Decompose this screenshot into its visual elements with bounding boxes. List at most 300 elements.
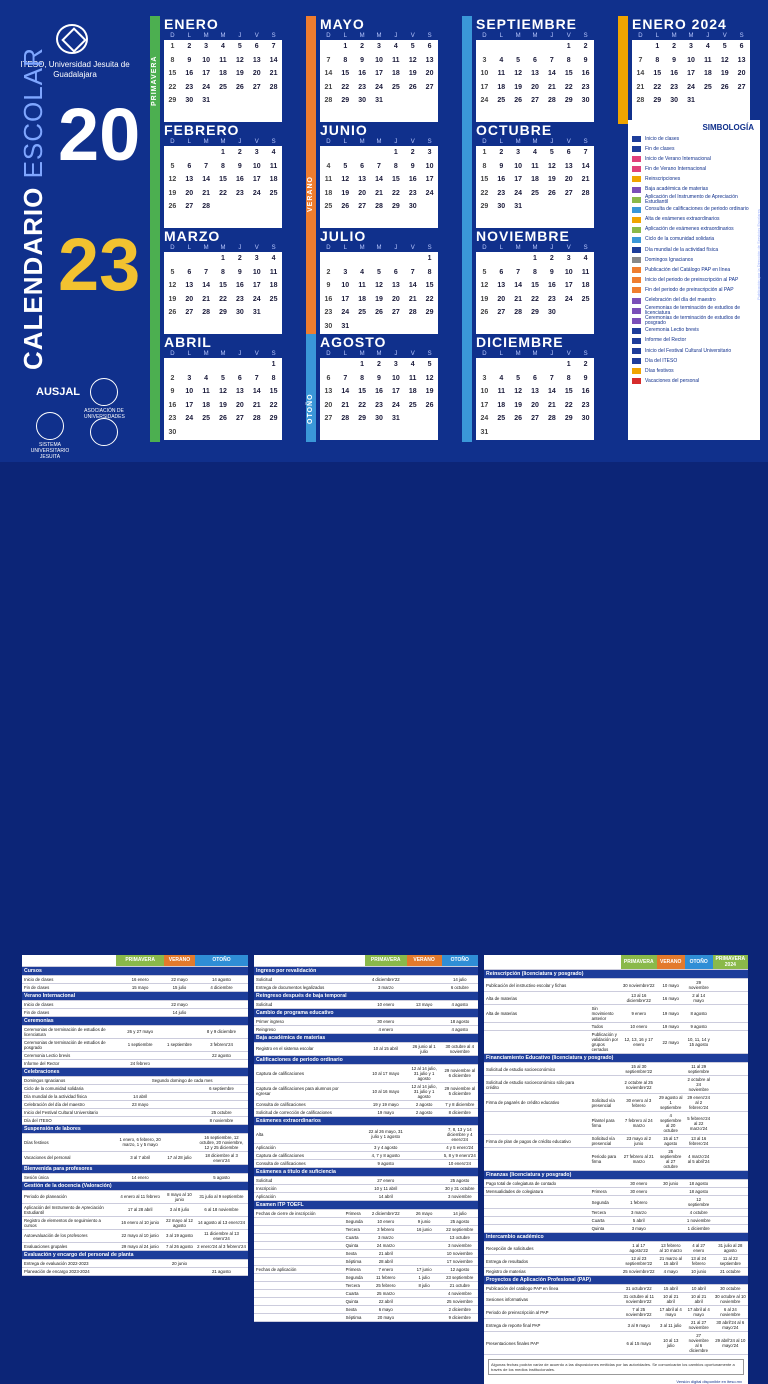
day-cell: 30	[185, 97, 194, 105]
day-cell: 2	[583, 361, 588, 369]
day-grid	[632, 40, 750, 122]
row-value: 30 enero	[621, 1180, 657, 1188]
row-detail: Tercera	[344, 1225, 365, 1233]
day-cell: 8	[221, 162, 225, 170]
day-cell: 18	[703, 70, 712, 78]
row-label: Alta de materias	[484, 1005, 590, 1023]
day-cell: 19	[408, 70, 417, 78]
row-value: 3 mayo	[621, 1225, 657, 1233]
day-cell: 16	[497, 176, 506, 184]
day-cell: 25	[581, 295, 590, 303]
day-cell: 6	[237, 374, 242, 382]
empty-cell	[164, 358, 181, 372]
row-value: 4 y 5 enero'24	[442, 1143, 478, 1151]
empty-cell	[181, 146, 198, 160]
day-cell: 30	[168, 428, 177, 436]
weekday-header	[320, 33, 438, 39]
day-cell: 27	[185, 309, 194, 317]
row-value: 8 y 9 diciembre	[195, 1025, 248, 1038]
legend-swatch-icon	[632, 156, 641, 162]
weekday-label: D	[326, 33, 331, 39]
row-value: 10 enero	[621, 1023, 657, 1031]
row-value	[407, 1241, 442, 1249]
row-value: 10 al 16 mayo	[365, 1082, 407, 1100]
table-row	[254, 1281, 478, 1289]
day-cell: 3	[482, 374, 487, 382]
row-value	[713, 1180, 748, 1188]
day-cell: 22	[341, 83, 350, 91]
row-value	[407, 1125, 442, 1143]
row-value: 30 enero	[621, 1188, 657, 1196]
row-label	[254, 1257, 344, 1265]
day-cell: 29	[269, 415, 278, 423]
legend-swatch-icon	[632, 187, 641, 193]
day-cell: 2	[170, 374, 175, 382]
day-grid	[320, 252, 438, 334]
day-cell: 1	[271, 361, 276, 369]
day-cell: 27	[324, 415, 333, 423]
day-cell: 24	[391, 401, 400, 409]
row-value: 30 enero	[365, 1017, 407, 1025]
day-cell: 28	[375, 203, 383, 211]
day-cell: 6	[393, 268, 398, 276]
day-cell: 19	[168, 295, 177, 303]
row-value: 21 marzo al 15 abril	[657, 1255, 685, 1268]
section-header: Proyectos de Aplicación Profesional (PAP)	[484, 1276, 748, 1285]
day-cell: 7	[204, 162, 209, 170]
day-cell: 8	[533, 268, 537, 276]
day-cell: 14	[375, 176, 383, 184]
day-cell: 9	[237, 162, 242, 170]
row-value: 3 y 4 agosto	[365, 1143, 407, 1151]
row-value: 25 febrero	[365, 1281, 407, 1289]
day-cell: 6	[499, 268, 504, 276]
table-row	[22, 1164, 248, 1173]
legend-label: Alta de exámenes extraordinarios	[645, 216, 720, 223]
month-title: OCTUBRE	[476, 122, 553, 138]
month-title: JULIO	[320, 228, 367, 244]
day-cell: 8	[393, 162, 398, 170]
table-row	[484, 1094, 748, 1112]
day-cell: 16	[185, 70, 194, 78]
day-cell: 18	[408, 388, 417, 396]
day-grid	[164, 146, 282, 228]
row-label	[254, 1281, 344, 1289]
row-label: Evaluaciones grupales	[22, 1242, 112, 1250]
row-value	[195, 1059, 248, 1067]
row-label	[254, 1233, 344, 1241]
row-label: Entrega de resultados	[484, 1255, 590, 1268]
day-cell: 26	[514, 415, 523, 423]
day-cell: 20	[235, 401, 244, 409]
day-cell: 17	[252, 176, 261, 184]
weekday-label: L	[343, 139, 347, 145]
weekday-label: M	[532, 351, 538, 357]
day-cell: 7	[410, 268, 415, 276]
day-cell: 13	[737, 56, 746, 64]
weekday-label: M	[359, 33, 365, 39]
day-cell: 8	[360, 374, 365, 382]
row-value	[713, 1217, 748, 1225]
row-label	[484, 1225, 590, 1233]
day-cell: 8	[655, 56, 660, 64]
weekday-label: D	[326, 351, 331, 357]
row-value: 11 al 22 septiembre	[713, 1255, 748, 1268]
month-abril	[150, 334, 296, 444]
day-cell: 1	[427, 255, 432, 263]
section-header: Exámenes a título de suficiencia	[254, 1167, 478, 1176]
day-cell: 29	[219, 309, 227, 317]
table-row	[254, 1116, 478, 1125]
row-value: 10 mayo	[657, 979, 685, 992]
day-cell: 12	[235, 56, 244, 64]
row-value: 27 febrero al 21 marzo	[621, 1148, 657, 1171]
row-value: 1 noviembre	[685, 1217, 713, 1225]
weekday-label: J	[238, 351, 242, 357]
table-row	[22, 1124, 248, 1133]
empty-cell	[164, 252, 181, 266]
table-row	[22, 1084, 248, 1092]
weekday-label: J	[238, 245, 242, 251]
table-row	[254, 1108, 478, 1116]
row-label: Periodo de planeación	[22, 1190, 112, 1203]
weekday-label: V	[410, 245, 415, 251]
weekday-label: V	[566, 139, 571, 145]
weekday-header	[476, 139, 594, 145]
row-detail	[590, 1293, 621, 1306]
table-row	[254, 1305, 478, 1313]
row-value: 14 agosto al 13 enero'24	[195, 1216, 248, 1229]
legend-swatch-icon	[632, 207, 641, 213]
day-cell: 10	[480, 388, 489, 396]
row-value: 7 febrero al 24 marzo	[621, 1112, 657, 1135]
table-row	[22, 1173, 248, 1181]
table-row	[484, 1063, 748, 1076]
section-header: Examen ITP TOEFL	[254, 1200, 478, 1209]
row-value: 25 noviembre'22	[621, 1268, 657, 1276]
row-label: Sesiones informativas	[484, 1293, 590, 1306]
row-label: Pago total de colegiatura de contado	[484, 1180, 590, 1188]
day-cell: 19	[514, 83, 523, 91]
row-value	[195, 1259, 248, 1267]
legend-item	[632, 164, 756, 174]
row-value: 6 al 18 noviembre	[195, 1203, 248, 1216]
day-cell: 4	[271, 255, 276, 263]
legend-label: Aplicación del Instrumento de Apreciación Estudiantil	[645, 193, 738, 205]
table-row	[254, 1209, 478, 1217]
row-detail	[344, 983, 365, 991]
row-value: 10 enero	[365, 1000, 407, 1008]
empty-cell	[493, 40, 510, 54]
legend-swatch-icon	[632, 298, 641, 304]
day-cell: 21	[202, 295, 211, 303]
day-cell: 20	[531, 83, 539, 91]
day-cell: 27	[185, 203, 194, 211]
day-grid	[476, 40, 594, 122]
day-cell: 3	[254, 149, 259, 157]
row-value: 13 al 24 febrero	[685, 1255, 713, 1268]
weekday-label: V	[410, 351, 415, 357]
row-detail	[590, 1285, 621, 1293]
legend-label: Ceremonias de terminación de estudios de posgrado	[645, 314, 741, 326]
day-cell: 12	[480, 282, 489, 290]
row-label: Inicio de clases	[22, 1000, 112, 1008]
day-cell: 14	[252, 388, 261, 396]
day-cell: 5	[237, 43, 242, 51]
day-cell: 11	[704, 56, 712, 64]
row-value: 12 al 14 julio, 31 julio y 1 agosto	[407, 1064, 442, 1082]
row-detail: Quinta	[344, 1241, 365, 1249]
day-cell: 6	[254, 43, 259, 51]
weekday-label: D	[170, 245, 175, 251]
weekday-label: S	[427, 139, 432, 145]
day-cell: 1	[566, 43, 571, 51]
empty-cell	[164, 146, 181, 160]
day-cell: 3	[254, 255, 259, 263]
legend-item	[632, 366, 756, 376]
day-cell: 26	[720, 83, 729, 91]
day-cell: 3	[204, 43, 209, 51]
weekday-label: S	[427, 245, 432, 251]
row-value: 12, 13, 16 y 17 enero	[621, 1031, 657, 1054]
row-detail: Periodo para firma	[590, 1148, 621, 1171]
day-cell: 20	[252, 70, 261, 78]
header-cell: OTOÑO	[685, 955, 713, 970]
day-cell: 10	[202, 56, 211, 64]
day-cell: 23	[581, 83, 590, 91]
header-cell: OTOÑO	[442, 955, 478, 966]
weekday-header	[476, 245, 594, 251]
calendar-title: CALENDARIO ESCOLAR	[18, 47, 48, 370]
row-value	[713, 1076, 748, 1094]
disclaimer-note: Algunas fechas podrán variar de acuerdo a las disposiciones emitidas por las autoridades. Se comunicarán los cambios oportunamente a través de los medios institucionales.	[488, 1359, 744, 1375]
row-value: 17 abril al 4 mayo	[657, 1306, 685, 1319]
legend-item	[632, 326, 756, 336]
year-top: 20	[58, 93, 141, 176]
row-value: 3 marzo	[365, 983, 407, 991]
weekday-label: M	[532, 33, 538, 39]
day-cell: 30	[547, 309, 556, 317]
row-value: 5 febrero'24 al 22 marzo'24	[685, 1112, 713, 1135]
row-label: Ceremonias de terminación de estudios de posgrado	[22, 1038, 112, 1051]
legend-label: Inicio de clases	[645, 135, 680, 142]
day-cell: 7	[516, 268, 521, 276]
day-cell: 26	[235, 83, 244, 91]
row-detail	[590, 1268, 621, 1276]
month-noviembre	[462, 228, 608, 338]
row-value	[195, 1100, 248, 1108]
table-row	[22, 991, 248, 1000]
empty-cell	[181, 358, 198, 372]
table-row	[484, 1031, 748, 1054]
day-cell: 29	[564, 415, 573, 423]
row-value	[116, 1259, 164, 1267]
weekday-header	[164, 33, 282, 39]
day-cell: 15	[564, 70, 573, 78]
weekday-label: S	[427, 351, 432, 357]
row-value: 23 mayo al 2 junio	[621, 1135, 657, 1148]
row-value: 14 agosto	[195, 975, 248, 983]
row-value: 4 septiembre al 20 octubre	[657, 1112, 685, 1135]
row-value: 4 enero al 11 febrero	[116, 1190, 164, 1203]
row-value: 10 al 15 abril	[365, 1042, 407, 1055]
day-cell: 27	[235, 415, 244, 423]
day-cell: 23	[324, 309, 333, 317]
row-detail: Segunda	[345, 1274, 363, 1280]
day-cell: 16	[235, 176, 244, 184]
table-row	[254, 1017, 478, 1025]
table-row	[254, 1100, 478, 1108]
month-junio	[306, 122, 452, 232]
day-cell: 23	[235, 189, 244, 197]
row-label: Solicitud	[254, 975, 344, 983]
day-cell: 2	[549, 255, 554, 263]
weekday-label: M	[203, 139, 209, 145]
weekday-label: M	[376, 351, 382, 357]
row-label: Aplicación del Instrumento de Apreciación Estudiantil	[22, 1203, 112, 1216]
weekday-label: J	[550, 351, 554, 357]
legend-swatch-icon	[632, 328, 641, 334]
row-value	[407, 1143, 442, 1151]
day-cell: 20	[185, 295, 194, 303]
row-value: 2 octubre al 24 noviembre	[685, 1076, 713, 1094]
row-value: 9 enero	[621, 1005, 657, 1023]
brand-sidebar	[0, 0, 150, 462]
empty-cell	[320, 358, 337, 372]
day-cell: 28	[547, 97, 556, 105]
day-cell: 31	[375, 97, 383, 105]
row-label: Día del ITESO	[22, 1116, 112, 1124]
day-cell: 6	[739, 43, 744, 51]
row-value: 4 mayo	[657, 1268, 685, 1276]
day-cell: 13	[531, 70, 539, 78]
month-title: ENERO 2024	[632, 16, 727, 32]
legend-swatch-icon	[632, 318, 641, 324]
weekday-label: V	[722, 33, 727, 39]
day-cell: 25	[497, 415, 506, 423]
row-label: Fechas de aplicación	[254, 1265, 344, 1273]
legend-item	[632, 195, 756, 205]
row-value: 31 julio al 9 septiembre	[195, 1190, 248, 1203]
row-label: Planeación de encargo 2023-2024	[22, 1267, 112, 1275]
ausjal-logo: AUSJAL	[36, 386, 81, 398]
weekday-label: J	[394, 351, 398, 357]
day-cell: 13	[185, 176, 194, 184]
row-value: 17 al 28 abril	[116, 1203, 164, 1216]
row-label: Firma de pagarés de crédito educativo	[484, 1094, 590, 1112]
calendar-poster	[0, 0, 768, 462]
row-detail: Cuarta	[590, 1217, 621, 1225]
row-detail: Segunda	[345, 1218, 363, 1224]
day-cell: 21	[324, 83, 333, 91]
row-value: 15 mayo	[116, 983, 164, 991]
row-value: 30 enero al 3 febrero	[621, 1094, 657, 1112]
weekday-label: M	[203, 33, 209, 39]
weekday-label: L	[499, 245, 503, 251]
row-value: 19 mayo	[657, 1023, 685, 1031]
row-value: 22 mayo	[164, 1000, 195, 1008]
row-value	[164, 1133, 195, 1151]
row-value	[164, 1084, 195, 1092]
day-cell: 30	[324, 322, 333, 330]
row-detail: Publicación y validación por grupos cerrados	[590, 1031, 621, 1054]
day-cell: 23	[497, 189, 506, 197]
row-value: 16 mayo	[657, 992, 685, 1005]
empty-cell	[387, 252, 404, 266]
month-febrero	[150, 122, 296, 232]
day-cell: 4	[326, 162, 331, 170]
empty-cell	[198, 358, 215, 372]
season-bar	[306, 334, 316, 442]
table-row	[484, 1171, 748, 1180]
weekday-label: D	[170, 33, 175, 39]
day-cell: 21	[202, 189, 211, 197]
table-row	[254, 1033, 478, 1042]
day-cell: 28	[547, 415, 556, 423]
row-value: 23 mayo	[116, 1100, 164, 1108]
row-value	[407, 1176, 442, 1184]
row-detail: Primera	[344, 1265, 365, 1273]
header-blank	[254, 955, 344, 966]
row-value: 30 noviembre'22	[621, 979, 657, 992]
legend-swatch-icon	[632, 287, 641, 293]
day-cell: 10	[425, 162, 434, 170]
weekday-label: L	[343, 245, 347, 251]
row-value: 10 al 21 abril	[657, 1293, 685, 1306]
row-value: 26 mayo	[407, 1209, 442, 1217]
row-value	[407, 1159, 442, 1167]
weekday-label: M	[376, 33, 382, 39]
legend-label: Reinscripciones	[645, 175, 681, 182]
row-detail	[344, 1025, 365, 1033]
day-cell: 19	[341, 189, 350, 197]
legend-label: Inicio del periodo de preinscripción al PAP	[645, 276, 739, 283]
row-value	[713, 1023, 748, 1031]
day-cell: 31	[202, 97, 211, 105]
day-cell: 24	[425, 189, 434, 197]
row-value: 25 agosto	[442, 1176, 478, 1184]
day-cell: 11	[324, 176, 333, 184]
row-detail	[344, 975, 365, 983]
month-title: ABRIL	[164, 334, 212, 350]
day-cell: 14	[269, 56, 278, 64]
header-blank	[22, 955, 112, 966]
table-row	[254, 1159, 478, 1167]
weekday-label: J	[550, 139, 554, 145]
weekday-label: D	[326, 245, 331, 251]
month-diciembre	[462, 334, 608, 444]
weekday-label: J	[550, 33, 554, 39]
legend-label: Día mundial de la actividad física	[645, 246, 719, 253]
empty-cell	[543, 40, 560, 54]
day-cell: 23	[235, 295, 244, 303]
row-value: 14 julio	[442, 1209, 478, 1217]
section-header: Evaluación y encargo del personal de planta	[22, 1250, 248, 1259]
table-row	[22, 1151, 248, 1164]
day-cell: 3	[377, 43, 381, 51]
row-value: 17 noviembre	[442, 1257, 478, 1265]
day-cell: 22	[391, 189, 400, 197]
table-row	[484, 979, 748, 992]
legend-label: Fin de clases	[645, 145, 675, 152]
day-cell: 4	[583, 255, 588, 263]
day-cell: 20	[391, 295, 400, 303]
row-label: Periodo de preinscripción al PAP	[484, 1306, 590, 1319]
row-detail: Séptima	[344, 1257, 365, 1265]
row-value: 12 septiembre	[685, 1196, 713, 1209]
weekday-label: M	[220, 139, 226, 145]
table-row	[254, 1143, 478, 1151]
